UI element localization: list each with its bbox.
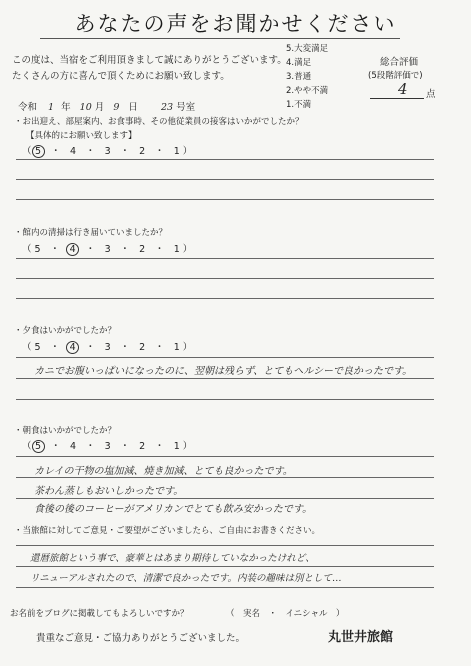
q4-scale: （ 5 ・ 4 ・ 3 ・ 2 ・ 1 ）: [22, 441, 193, 452]
q4-rule-1: [16, 456, 434, 457]
q4-answer-line-1: カレイの干物の塩加減、焼き加減、とても良かったです。: [34, 466, 293, 477]
overall-sublabel: (5段階評価で): [368, 71, 423, 81]
legend-1: 1.不満: [286, 100, 312, 110]
inn-name: 丸世井旅館: [328, 630, 394, 645]
q5-rule-3: [16, 587, 434, 588]
q2-rule-2: [16, 278, 434, 279]
q2-scale: （ 5 ・ 4 ・ 3 ・ 2 ・ 1 ）: [22, 244, 193, 255]
overall-field: [370, 84, 424, 99]
q3-scale: （ 5 ・ 4 ・ 3 ・ 2 ・ 1 ）: [22, 342, 193, 353]
q5-answer-line-2: リニューアルされたので、清潔で良かったです。内装の趣味は別として…: [30, 573, 342, 584]
q3-rule-1: [16, 357, 434, 358]
q4-rule-3: [16, 498, 434, 499]
legend-2: 2.やや不満: [286, 86, 329, 96]
month-value: 10: [79, 102, 92, 113]
blog-question: お名前をブログに掲載してもよろしいですか？: [10, 609, 189, 619]
year-value: 1: [48, 102, 55, 113]
intro-line-2: たくさんの方に喜んで頂くためにお願い致します。: [12, 71, 230, 82]
q2-option-4-selected: 4: [66, 243, 79, 256]
q3-text: ・夕食はいかがでしたか？: [14, 326, 117, 336]
day-unit: 日: [128, 102, 138, 113]
q3-answer: カニでお腹いっぱいになったのに、翌朝は残らず、とてもヘルシーで良かったです。: [34, 366, 413, 377]
legend-4: 4.満足: [286, 58, 312, 68]
q4-answer-line-2: 茶わん蒸しもおいしかったです。: [34, 486, 184, 497]
q1-rule-2: [16, 179, 434, 180]
q1-text: ・お出迎え、部屋案内、お食事時、その他従業員の接客はいかがでしたか？: [14, 117, 304, 127]
blog-options: （ 実名 ・ イニシャル ）: [226, 609, 345, 619]
date-line: [18, 99, 195, 113]
thanks-text: 貴重なご意見・ご協力ありがとうございました。: [36, 633, 246, 644]
overall-value: 4: [398, 80, 408, 98]
intro-line-1: この度は、当宿をご利用頂きまして誠にありがとうございます。: [12, 55, 287, 66]
q5-rule-1: [16, 545, 434, 546]
q5-answer-line-1: 還暦旅館という事で、豪華とはあまり期待していなかったけれど、: [30, 553, 315, 564]
q4-answer-line-3: 食後の後のコーヒーがアメリカンでとても飲み安かったです。: [34, 504, 313, 515]
overall-unit: 点: [426, 89, 436, 100]
q1-scale: （ 5 ・ 4 ・ 3 ・ 2 ・ 1 ）: [22, 146, 193, 157]
q4-option-5-selected: 5: [32, 440, 45, 453]
q5-rule-2: [16, 566, 434, 567]
legend-5: 5.大変満足: [286, 44, 329, 54]
month-unit: 月: [94, 102, 105, 113]
era: 令和: [18, 102, 38, 113]
q3-option-4-selected: 4: [66, 341, 79, 354]
overall-label: 総合評価: [380, 57, 419, 68]
q1-subtext: 【具体的にお願い致します】: [26, 131, 137, 141]
q1-rule-1: [16, 159, 434, 160]
day-value: 9: [113, 102, 120, 113]
q4-rule-2: [16, 477, 434, 478]
room-unit: 号室: [176, 102, 196, 113]
q3-rule-3: [16, 399, 434, 400]
room-value: 23: [160, 102, 174, 113]
q2-rule-1: [16, 258, 434, 259]
page-title: あなたの声をお聞かせください: [74, 12, 397, 36]
year-unit: 年: [61, 102, 71, 113]
legend-3: 3.普通: [286, 72, 312, 82]
q1-rule-3: [16, 199, 434, 200]
q2-rule-3: [16, 298, 434, 299]
q1-option-5-selected: 5: [32, 145, 45, 158]
title-underline: [40, 38, 400, 39]
q4-text: ・朝食はいかがでしたか？: [14, 426, 117, 436]
q2-text: ・館内の清掃は行き届いていましたか？: [14, 228, 168, 238]
q5-text: ・当旅館に対してご意見・ご要望がございましたら、ご自由にお書きください。: [14, 526, 321, 536]
